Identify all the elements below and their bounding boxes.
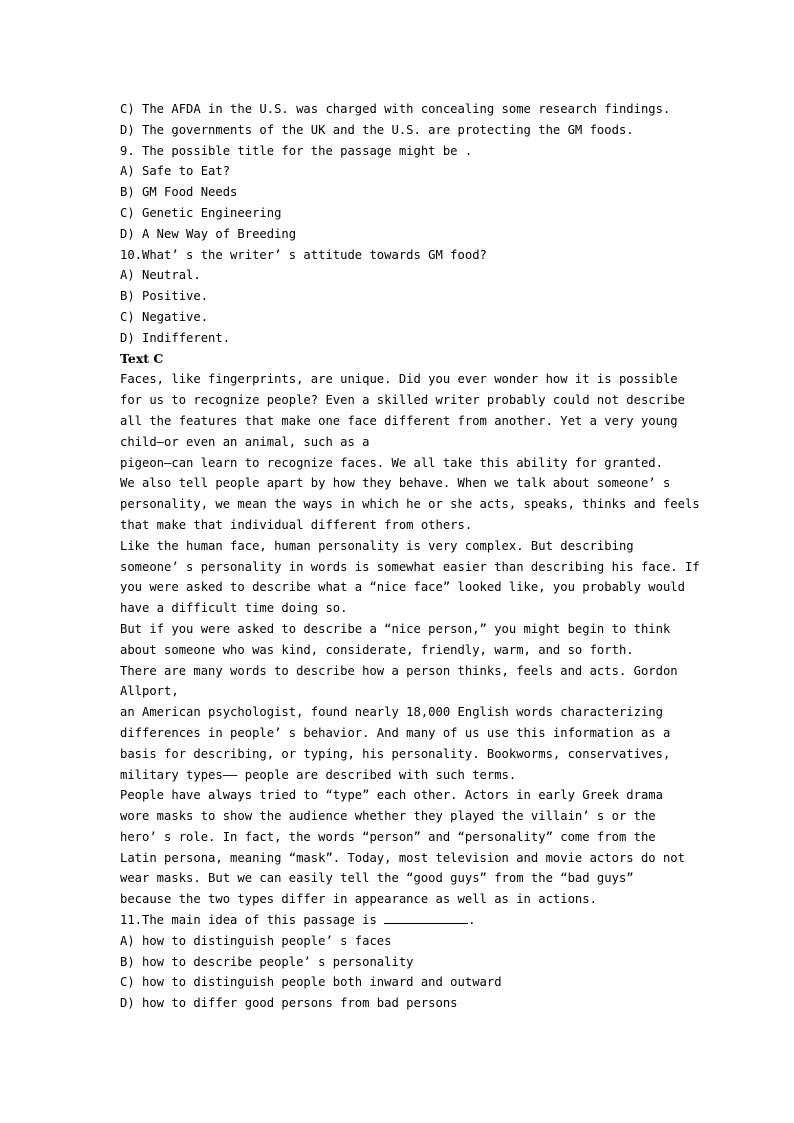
passage-line: Latin persona, meaning “mask”. Today, most television and movie actors do not	[120, 850, 685, 865]
passage-line: wear masks. But we can easily tell the “good guys” from the “bad guys”	[120, 871, 634, 886]
section-heading: Text C	[120, 350, 164, 366]
passage-line: Faces, like fingerprints, are unique. Did you ever wonder how it is possible	[120, 372, 678, 387]
passage-line: wore masks to show the audience whether they played the villain’ s or the	[120, 809, 656, 824]
passage-line: personality, we mean the ways in which he or she acts, speaks, thinks and feels	[120, 497, 700, 512]
option-line: D) how to differ good persons from bad persons	[120, 996, 458, 1011]
passage-line: about someone who was kind, considerate, friendly, warm, and so forth.	[120, 642, 634, 657]
passage-line: But if you were asked to describe a “nice person,” you might begin to think	[120, 621, 671, 636]
passage-line: There are many words to describe how a person thinks, feels and acts. Gordon	[120, 663, 678, 678]
passage-line: you were asked to describe what a “nice face” looked like, you probably would	[120, 580, 685, 595]
passage-line: pigeon—can learn to recognize faces. We all take this ability for granted.	[120, 455, 663, 470]
option-line: C) Genetic Engineering	[120, 205, 282, 220]
question-11-line	[120, 910, 680, 931]
passage-line: basis for describing, or typing, his personality. Bookworms, conservatives,	[120, 746, 671, 761]
option-line: D) Indifferent.	[120, 330, 231, 345]
question-11-stem: 11.The main idea of this passage is	[120, 913, 385, 928]
option-line: B) GM Food Needs	[120, 185, 238, 200]
option-line: D) The governments of the UK and the U.S. are protecting the GM foods.	[120, 122, 634, 137]
passage-line: because the two types differ in appearance as well as in actions.	[120, 892, 597, 907]
passage-line: child—or even an animal, such as a	[120, 434, 370, 449]
passage-line: People have always tried to “type” each other. Actors in early Greek drama	[120, 788, 663, 803]
option-line: B) Positive.	[120, 289, 209, 304]
option-line: A) Safe to Eat?	[120, 164, 231, 179]
passage-line: someone’ s personality in words is somewhat easier than describing his face. If	[120, 559, 700, 574]
passage-line: an American psychologist, found nearly 18,000 English words characterizing	[120, 705, 663, 720]
question-line: 9. The possible title for the passage might be .	[120, 143, 473, 158]
passage-line: We also tell people apart by how they behave. When we talk about someone’ s	[120, 476, 671, 491]
passage-line: have a difficult time doing so.	[120, 601, 348, 616]
option-line: B) how to describe people’ s personality	[120, 954, 414, 969]
question-11-end: .	[468, 913, 476, 928]
option-line: C) Negative.	[120, 309, 209, 324]
option-line: A) how to distinguish people’ s faces	[120, 933, 392, 948]
option-line: C) The AFDA in the U.S. was charged with concealing some research findings.	[120, 102, 671, 116]
option-line: D) A New Way of Breeding	[120, 226, 297, 241]
document-content	[120, 99, 700, 1014]
passage-line: all the features that make one face different from another. Yet a very young	[120, 413, 678, 428]
passage-line: Like the human face, human personality is very complex. But describing	[120, 538, 634, 553]
passage-line: for us to recognize people? Even a skilled writer probably could not describe	[120, 393, 685, 408]
passage-line: differences in people’ s behavior. And many of us use this information as a	[120, 725, 671, 740]
option-line: C) how to distinguish people both inward and outward	[120, 975, 502, 990]
option-line: A) Neutral.	[120, 268, 201, 283]
passage-line: hero’ s role. In fact, the words “person” and “personality” come from the	[120, 829, 656, 844]
answer-blank	[384, 910, 468, 924]
passage-line: military types—— people are described with such terms.	[120, 767, 517, 782]
passage-line: that make that individual different from others.	[120, 517, 473, 532]
passage-line: Allport,	[120, 684, 179, 699]
question-line: 10.What’ s the writer’ s attitude towards GM food?	[120, 247, 487, 262]
